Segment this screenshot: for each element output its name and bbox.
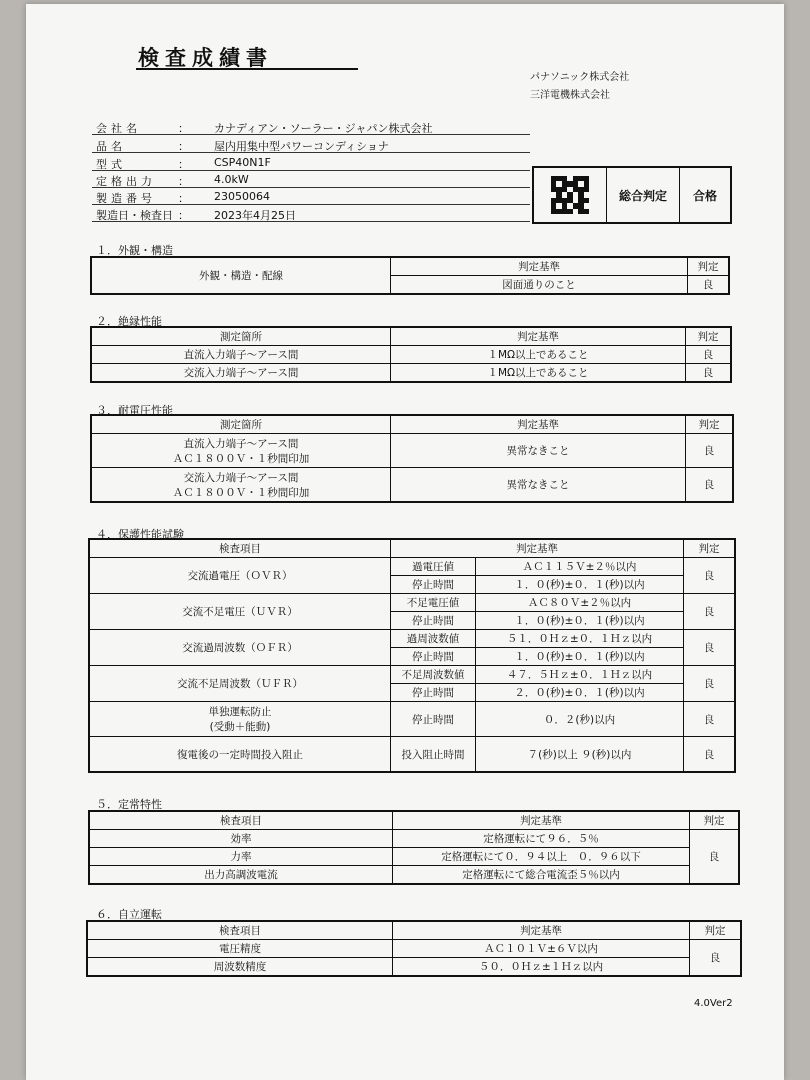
s5-criteria: 定格運転にて９６．５％ <box>393 830 690 848</box>
s2-result: 良 <box>686 364 732 383</box>
s2-judge-header: 判定 <box>686 327 732 346</box>
s6-item: 周波数精度 <box>87 958 393 977</box>
info-label-company: 会社名 <box>96 122 141 135</box>
s5-result: 良 <box>690 830 740 885</box>
s2-criteria: １MΩ以上であること <box>391 364 686 383</box>
s4-result: 良 <box>684 702 736 737</box>
s1-result: 良 <box>688 276 730 295</box>
s3-location: 直流入力端子～アース間 ＡＣ１８００Ｖ・１秒間印加 <box>91 434 391 468</box>
section-1-title: １．外観・構造 <box>96 244 173 257</box>
version-label: 4.0Ver2 <box>694 998 733 1009</box>
s5-item: 効率 <box>89 830 393 848</box>
s5-judge-header: 判定 <box>690 811 740 830</box>
info-label-product: 品名 <box>96 140 126 153</box>
s2-result: 良 <box>686 346 732 364</box>
s6-criteria: ＡＣ１０１Ｖ±６Ｖ以内 <box>393 940 690 958</box>
s6-result: 良 <box>690 940 742 977</box>
s4-item-reclose: 復電後の一定時間投入阻止 <box>89 737 391 773</box>
s3-criteria-header: 判定基準 <box>391 415 686 434</box>
s1-judge-header: 判定 <box>688 257 730 276</box>
section-3-title: ３．耐電圧性能 <box>96 404 173 417</box>
s3-result: 良 <box>686 434 734 468</box>
info-value-model: CSP40N1F <box>214 156 271 169</box>
issuer-2: 三洋電機株式会社 <box>530 90 610 101</box>
issuer-1: パナソニック株式会社 <box>530 72 630 83</box>
s4-result: 良 <box>684 594 736 630</box>
section-2-table <box>90 326 732 383</box>
s6-item-header: 検査項目 <box>87 921 393 940</box>
overall-judgement-box <box>532 166 732 224</box>
s4-result: 良 <box>684 666 736 702</box>
s3-result: 良 <box>686 468 734 503</box>
overall-judgement-label: 総合判定 <box>607 168 680 222</box>
s2-criteria: １MΩ以上であること <box>391 346 686 364</box>
s3-location: 交流入力端子～アース間 ＡＣ１８００Ｖ・１秒間印加 <box>91 468 391 503</box>
s4-item: 交流過電圧（ＯＶＲ） <box>89 558 391 594</box>
section-4-title: ４．保護性能試験 <box>96 528 184 541</box>
s2-location: 直流入力端子～アース間 <box>91 346 391 364</box>
s4-item-islanding: 単独運転防止 (受動＋能動) <box>89 702 391 737</box>
section-1-table <box>90 256 730 295</box>
document-title: 検査成績書 <box>138 46 273 70</box>
s4-result: 良 <box>684 737 736 773</box>
info-value-rated-output: 4.0kW <box>214 173 249 186</box>
s4-item: 交流不足電圧（ＵＶＲ） <box>89 594 391 630</box>
section-3-table <box>90 414 734 503</box>
info-value-product: 屋内用集中型パワーコンディショナ <box>214 140 389 153</box>
overall-judgement-result: 合格 <box>692 188 717 203</box>
section-6-title: ６．自立運転 <box>96 908 162 921</box>
s6-item: 電圧精度 <box>87 940 393 958</box>
s1-criteria-header: 判定基準 <box>391 257 688 276</box>
s5-item-header: 検査項目 <box>89 811 393 830</box>
section-5-table <box>88 810 740 885</box>
qr-code-icon <box>534 168 607 222</box>
section-4-table: 検査項目 判定基準 判定 交流過電圧（ＯＶＲ） 過電圧値 ＡＣ１１５Ｖ±２％以内 良 停止時間 １．０(秒)±０．１(秒)以内 交流不足電圧（ＵＶＲ） 不足電圧値 ＡＣ８０Ｖ±２％以内 良 停止時間 １．０(秒)±０．１(秒)以内 交流過周波数（ＯＦＲ） 過周波数値 ５１．０Ｈｚ±０．１Ｈｚ以内 良 停止時間 １．０(秒)±０．１(秒)以内 交流不足周波数（ＵＦＲ） 不足周波数値 ４７．５Ｈｚ±０．１Ｈｚ以内 良 停止時間 ２．０(秒)±０．１(秒)以内 単独運転防止 (受動＋能動) 停止時間 ０．２(秒)以内 良 復電後の一定時間投入阻止 投入阻止時間 ７(秒)以上 ９(秒)以内 良 <box>88 538 736 773</box>
s2-location-header: 測定箇所 <box>91 327 391 346</box>
title-underline <box>136 68 358 70</box>
s4-judge-header: 判定 <box>684 539 736 558</box>
s5-criteria-header: 判定基準 <box>393 811 690 830</box>
s4-item-header: 検査項目 <box>89 539 391 558</box>
s2-criteria-header: 判定基準 <box>391 327 686 346</box>
s3-judge-header: 判定 <box>686 415 734 434</box>
s5-item: 力率 <box>89 848 393 866</box>
s4-result: 良 <box>684 630 736 666</box>
s5-criteria: 定格運転にて０．９４以上 ０．９６以下 <box>393 848 690 866</box>
s6-criteria: ５０．０Ｈｚ±１Ｈｚ以内 <box>393 958 690 977</box>
s3-criteria: 異常なきこと <box>391 468 686 503</box>
s5-item: 出力高調波電流 <box>89 866 393 885</box>
s1-item: 外観・構造・配線 <box>91 257 391 294</box>
info-label-date: 製造日・検査日 <box>96 209 173 222</box>
s4-item: 交流過周波数（ＯＦＲ） <box>89 630 391 666</box>
s5-criteria: 定格運転にて総合電流歪５％以内 <box>393 866 690 885</box>
section-2-title: ２．絶縁性能 <box>96 315 162 328</box>
s3-location-header: 測定箇所 <box>91 415 391 434</box>
s4-item: 交流不足周波数（ＵＦＲ） <box>89 666 391 702</box>
s6-judge-header: 判定 <box>690 921 742 940</box>
info-value-date: 2023年4月25日 <box>214 209 296 222</box>
s6-criteria-header: 判定基準 <box>393 921 690 940</box>
section-6-table <box>86 920 742 977</box>
section-5-title: ５．定常特性 <box>96 798 162 811</box>
s2-location: 交流入力端子～アース間 <box>91 364 391 383</box>
info-label-model: 型式 <box>96 158 126 171</box>
s1-criteria: 図面通りのこと <box>391 276 688 295</box>
info-label-rated-output: 定格出力 <box>96 175 156 188</box>
s3-criteria: 異常なきこと <box>391 434 686 468</box>
s4-result: 良 <box>684 558 736 594</box>
info-value-company: カナディアン・ソーラー・ジャパン株式会社 <box>214 122 433 135</box>
info-label-serial: 製造番号 <box>96 192 156 205</box>
info-value-serial: 23050064 <box>214 190 270 203</box>
s4-criteria-header: 判定基準 <box>391 539 684 558</box>
